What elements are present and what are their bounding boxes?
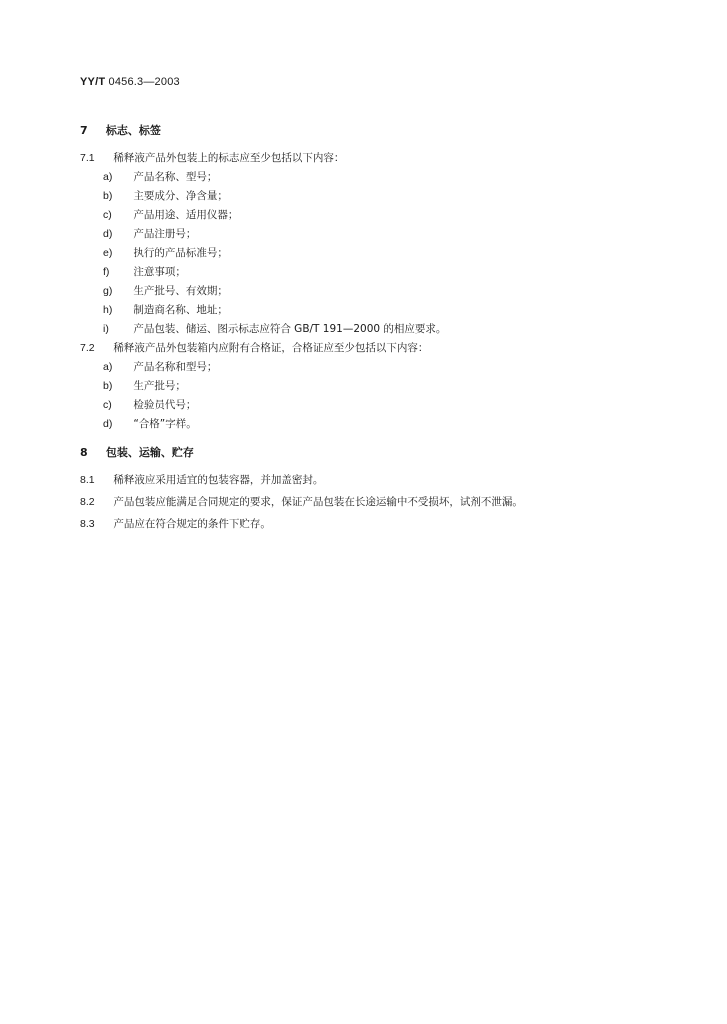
- section-heading-7: [80, 122, 161, 138]
- item-letter: i): [103, 323, 109, 335]
- list-item: [103, 397, 196, 412]
- clause-text: 产品包装应能满足合同规定的要求，保证产品包装在长途运输中不受损坏，试剂不泄漏。: [113, 496, 523, 508]
- list-item: [103, 169, 217, 184]
- standard-code: 0456.3—2003: [108, 76, 180, 88]
- section-number: 8: [80, 446, 88, 459]
- item-text: 主要成分、净含量；: [133, 190, 228, 202]
- clause-8-2: [80, 494, 523, 509]
- item-text: 执行的产品标准号；: [133, 247, 228, 259]
- clause-number: 8.3: [80, 518, 95, 530]
- item-letter: a): [103, 361, 113, 373]
- section-title: 标志、标签: [105, 124, 161, 137]
- list-item: [103, 226, 196, 241]
- item-text: 产品注册号；: [133, 228, 197, 240]
- item-letter: h): [103, 304, 113, 316]
- item-text: 生产批号；: [133, 380, 186, 392]
- item-letter: a): [103, 171, 113, 183]
- list-item: [103, 359, 217, 374]
- clause-text: 产品应在符合规定的条件下贮存。: [113, 518, 271, 530]
- item-letter: e): [103, 247, 113, 259]
- item-text: “合格”字样。: [133, 418, 197, 430]
- item-letter: b): [103, 190, 113, 202]
- section-heading-8: [80, 444, 194, 460]
- item-text: 产品用途、适用仪器；: [133, 209, 239, 221]
- list-item: [103, 378, 186, 393]
- list-item: [103, 207, 238, 222]
- list-item: [103, 264, 186, 279]
- item-text: 注意事项；: [133, 266, 186, 278]
- item-text: 产品包装、储运、图示标志应符合 GB/T 191—2000 的相应要求。: [133, 323, 447, 335]
- item-letter: d): [103, 228, 113, 240]
- list-item: [103, 245, 228, 260]
- list-item: [103, 321, 446, 336]
- standard-number-header: [80, 76, 180, 88]
- clause-number: 8.2: [80, 496, 95, 508]
- clause-7-1: [80, 150, 344, 165]
- item-letter: d): [103, 418, 113, 430]
- clause-number: 8.1: [80, 474, 95, 486]
- item-text: 制造商名称、地址；: [133, 304, 228, 316]
- clause-number: 7.1: [80, 152, 95, 164]
- list-item: [103, 283, 228, 298]
- item-letter: f): [103, 266, 110, 278]
- item-text: 生产批号、有效期；: [133, 285, 228, 297]
- clause-8-1: [80, 472, 323, 487]
- standard-prefix: YY/T: [80, 76, 106, 88]
- item-letter: c): [103, 209, 112, 221]
- clause-8-3: [80, 516, 271, 531]
- list-item: [103, 188, 228, 203]
- clause-text: 稀释液产品外包装上的标志应至少包括以下内容：: [113, 152, 345, 164]
- item-text: 产品名称和型号；: [133, 361, 218, 373]
- clause-number: 7.2: [80, 342, 95, 354]
- list-item: [103, 302, 228, 317]
- item-letter: g): [103, 285, 113, 297]
- item-text: 检验员代号；: [133, 399, 197, 411]
- clause-text: 稀释液产品外包装箱内应附有合格证，合格证应至少包括以下内容：: [113, 342, 429, 354]
- item-text: 产品名称、型号；: [133, 171, 218, 183]
- item-letter: c): [103, 399, 112, 411]
- item-letter: b): [103, 380, 113, 392]
- list-item: [103, 416, 197, 431]
- section-title: 包装、运输、贮存: [105, 446, 194, 459]
- section-number: 7: [80, 124, 88, 137]
- clause-text: 稀释液应采用适宜的包装容器，并加盖密封。: [113, 474, 324, 486]
- clause-7-2: [80, 340, 428, 355]
